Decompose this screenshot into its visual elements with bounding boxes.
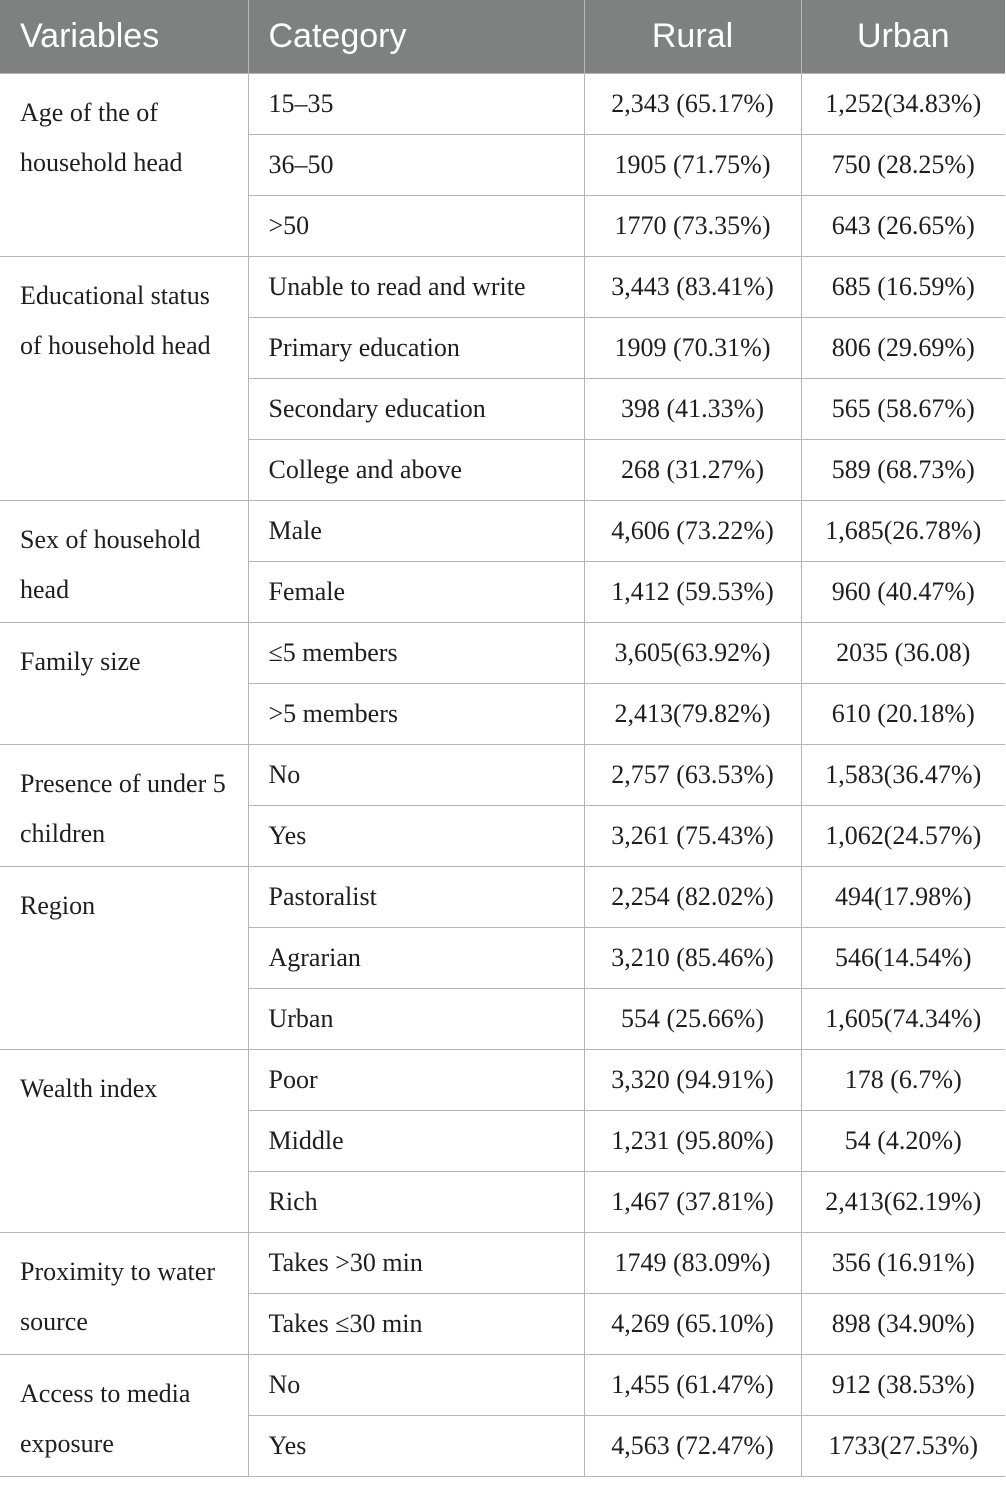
urban-cell: 1,583(36.47%) (801, 745, 1005, 806)
category-cell: >50 (248, 196, 584, 257)
variable-cell: Sex of household head (0, 501, 248, 623)
category-cell: Takes ≤30 min (248, 1294, 584, 1355)
table-body (0, 74, 1005, 1477)
urban-cell: 2035 (36.08) (801, 623, 1005, 684)
urban-cell: 494(17.98%) (801, 867, 1005, 928)
header-variables: Variables (0, 0, 248, 74)
rural-cell: 4,269 (65.10%) (584, 1294, 801, 1355)
urban-cell: 54 (4.20%) (801, 1111, 1005, 1172)
variable-cell: Region (0, 867, 248, 1050)
category-cell: Middle (248, 1111, 584, 1172)
rural-cell: 3,320 (94.91%) (584, 1050, 801, 1111)
category-cell: Poor (248, 1050, 584, 1111)
rural-cell: 1905 (71.75%) (584, 135, 801, 196)
table-header (0, 0, 1005, 74)
rural-cell: 3,210 (85.46%) (584, 928, 801, 989)
urban-cell: 589 (68.73%) (801, 440, 1005, 501)
table-row (0, 74, 1005, 135)
table-row (0, 501, 1005, 562)
category-cell: College and above (248, 440, 584, 501)
rural-cell: 1,231 (95.80%) (584, 1111, 801, 1172)
table-row (0, 867, 1005, 928)
rural-cell: 1749 (83.09%) (584, 1233, 801, 1294)
variable-cell: Access to media exposure (0, 1355, 248, 1477)
header-row (0, 0, 1005, 74)
category-cell: Rich (248, 1172, 584, 1233)
urban-cell: 1,252(34.83%) (801, 74, 1005, 135)
rural-cell: 1,467 (37.81%) (584, 1172, 801, 1233)
category-cell: Female (248, 562, 584, 623)
rural-cell: 3,443 (83.41%) (584, 257, 801, 318)
rural-cell: 398 (41.33%) (584, 379, 801, 440)
rural-cell: 2,343 (65.17%) (584, 74, 801, 135)
urban-cell: 960 (40.47%) (801, 562, 1005, 623)
rural-cell: 2,413(79.82%) (584, 684, 801, 745)
rural-cell: 4,606 (73.22%) (584, 501, 801, 562)
rural-cell: 3,261 (75.43%) (584, 806, 801, 867)
variable-cell: Age of the of household head (0, 74, 248, 257)
category-cell: No (248, 745, 584, 806)
urban-cell: 178 (6.7%) (801, 1050, 1005, 1111)
header-category: Category (248, 0, 584, 74)
urban-cell: 806 (29.69%) (801, 318, 1005, 379)
variable-cell: Family size (0, 623, 248, 745)
urban-cell: 1,605(74.34%) (801, 989, 1005, 1050)
urban-cell: 898 (34.90%) (801, 1294, 1005, 1355)
table-row (0, 257, 1005, 318)
urban-cell: 356 (16.91%) (801, 1233, 1005, 1294)
urban-cell: 643 (26.65%) (801, 196, 1005, 257)
urban-cell: 1,685(26.78%) (801, 501, 1005, 562)
category-cell: No (248, 1355, 584, 1416)
urban-cell: 1733(27.53%) (801, 1416, 1005, 1477)
table-row (0, 1050, 1005, 1111)
category-cell: Agrarian (248, 928, 584, 989)
rural-cell: 1909 (70.31%) (584, 318, 801, 379)
variable-cell: Educational status of household head (0, 257, 248, 501)
table-row (0, 745, 1005, 806)
urban-cell: 2,413(62.19%) (801, 1172, 1005, 1233)
category-cell: Pastoralist (248, 867, 584, 928)
variable-cell: Proximity to water source (0, 1233, 248, 1355)
category-cell: 36–50 (248, 135, 584, 196)
urban-cell: 912 (38.53%) (801, 1355, 1005, 1416)
table-row (0, 1355, 1005, 1416)
category-cell: Secondary education (248, 379, 584, 440)
category-cell: Male (248, 501, 584, 562)
urban-cell: 1,062(24.57%) (801, 806, 1005, 867)
header-urban: Urban (801, 0, 1005, 74)
rural-cell: 554 (25.66%) (584, 989, 801, 1050)
rural-cell: 268 (31.27%) (584, 440, 801, 501)
urban-cell: 685 (16.59%) (801, 257, 1005, 318)
rural-cell: 1770 (73.35%) (584, 196, 801, 257)
variable-cell: Presence of under 5 children (0, 745, 248, 867)
category-cell: Primary education (248, 318, 584, 379)
category-cell: Yes (248, 806, 584, 867)
category-cell: Yes (248, 1416, 584, 1477)
table-row (0, 623, 1005, 684)
rural-cell: 2,254 (82.02%) (584, 867, 801, 928)
category-cell: 15–35 (248, 74, 584, 135)
urban-cell: 610 (20.18%) (801, 684, 1005, 745)
category-cell: Takes >30 min (248, 1233, 584, 1294)
category-cell: Urban (248, 989, 584, 1050)
urban-cell: 565 (58.67%) (801, 379, 1005, 440)
category-cell: >5 members (248, 684, 584, 745)
table-row (0, 1233, 1005, 1294)
urban-cell: 750 (28.25%) (801, 135, 1005, 196)
category-cell: Unable to read and write (248, 257, 584, 318)
urban-cell: 546(14.54%) (801, 928, 1005, 989)
rural-cell: 2,757 (63.53%) (584, 745, 801, 806)
rural-cell: 4,563 (72.47%) (584, 1416, 801, 1477)
rural-cell: 1,412 (59.53%) (584, 562, 801, 623)
rural-cell: 3,605(63.92%) (584, 623, 801, 684)
category-cell: ≤5 members (248, 623, 584, 684)
header-rural: Rural (584, 0, 801, 74)
variable-cell: Wealth index (0, 1050, 248, 1233)
rural-cell: 1,455 (61.47%) (584, 1355, 801, 1416)
